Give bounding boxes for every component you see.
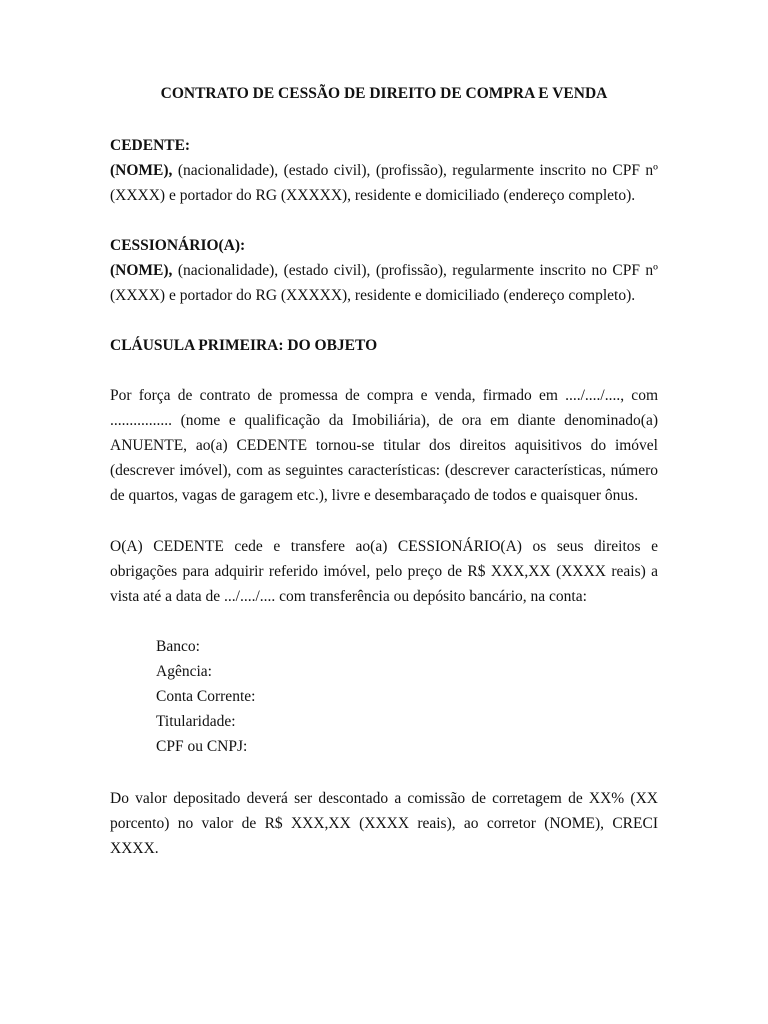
clause-one-paragraph-2: O(A) CEDENTE cede e transfere ao(a) CESSIONÁRIO(A) os seus direitos e obrigações para adquirir referido imóvel, pelo preço de R$ XXX,XX (XXXX reais) a vista até a data de .../..../.... com transferência ou depósito bancário, na conta: bbox=[110, 538, 658, 605]
cedente-section bbox=[110, 133, 658, 208]
cessionario-details: (nacionalidade), (estado civil), (profissão), regularmente inscrito no CPF nº (XXXX) e portador do RG (XXXXX), residente e domiciliado (endereço completo). bbox=[110, 262, 658, 304]
document-title: CONTRATO DE CESSÃO DE DIREITO DE COMPRA E VENDA bbox=[160, 85, 608, 102]
cedente-label: CEDENTE: bbox=[110, 137, 191, 154]
bank-field-cpf-cnpj: CPF ou CNPJ: bbox=[156, 738, 248, 755]
clause-one-title: CLÁUSULA PRIMEIRA: DO OBJETO bbox=[110, 337, 378, 354]
cedente-name: (NOME), bbox=[110, 162, 173, 179]
bank-details-list bbox=[156, 634, 255, 759]
bank-field-agencia: Agência: bbox=[156, 663, 212, 680]
bank-field-banco: Banco: bbox=[156, 638, 200, 655]
clause-one-paragraph-3: Do valor depositado deverá ser descontado a comissão de corretagem de XX% (XX porcento) no valor de R$ XXX,XX (XXXX reais), ao corretor (NOME), CRECI XXXX. bbox=[110, 790, 658, 857]
cessionario-name: (NOME), bbox=[110, 262, 173, 279]
cedente-details: (nacionalidade), (estado civil), (profissão), regularmente inscrito no CPF nº (XXXX) e portador do RG (XXXXX), residente e domiciliado (endereço completo). bbox=[110, 162, 658, 204]
bank-field-titularidade: Titularidade: bbox=[156, 713, 236, 730]
clause-one-paragraph-1: Por força de contrato de promessa de compra e venda, firmado em ..../..../...., com ................ (nome e qualificação da Imobiliária), de ora em diante denominado(a) ANUENTE, ao(a) CEDENTE tornou-se titular dos direitos aquisitivos do imóvel (descrever imóvel), com as seguintes características: (descrever características, número de quartos, vagas de garagem etc.), livre e desembaraçado de todos e quaisquer ônus. bbox=[110, 387, 658, 504]
bank-field-conta-corrente: Conta Corrente: bbox=[156, 688, 256, 705]
cessionario-section bbox=[110, 233, 658, 308]
cessionario-label: CESSIONÁRIO(A): bbox=[110, 237, 246, 254]
